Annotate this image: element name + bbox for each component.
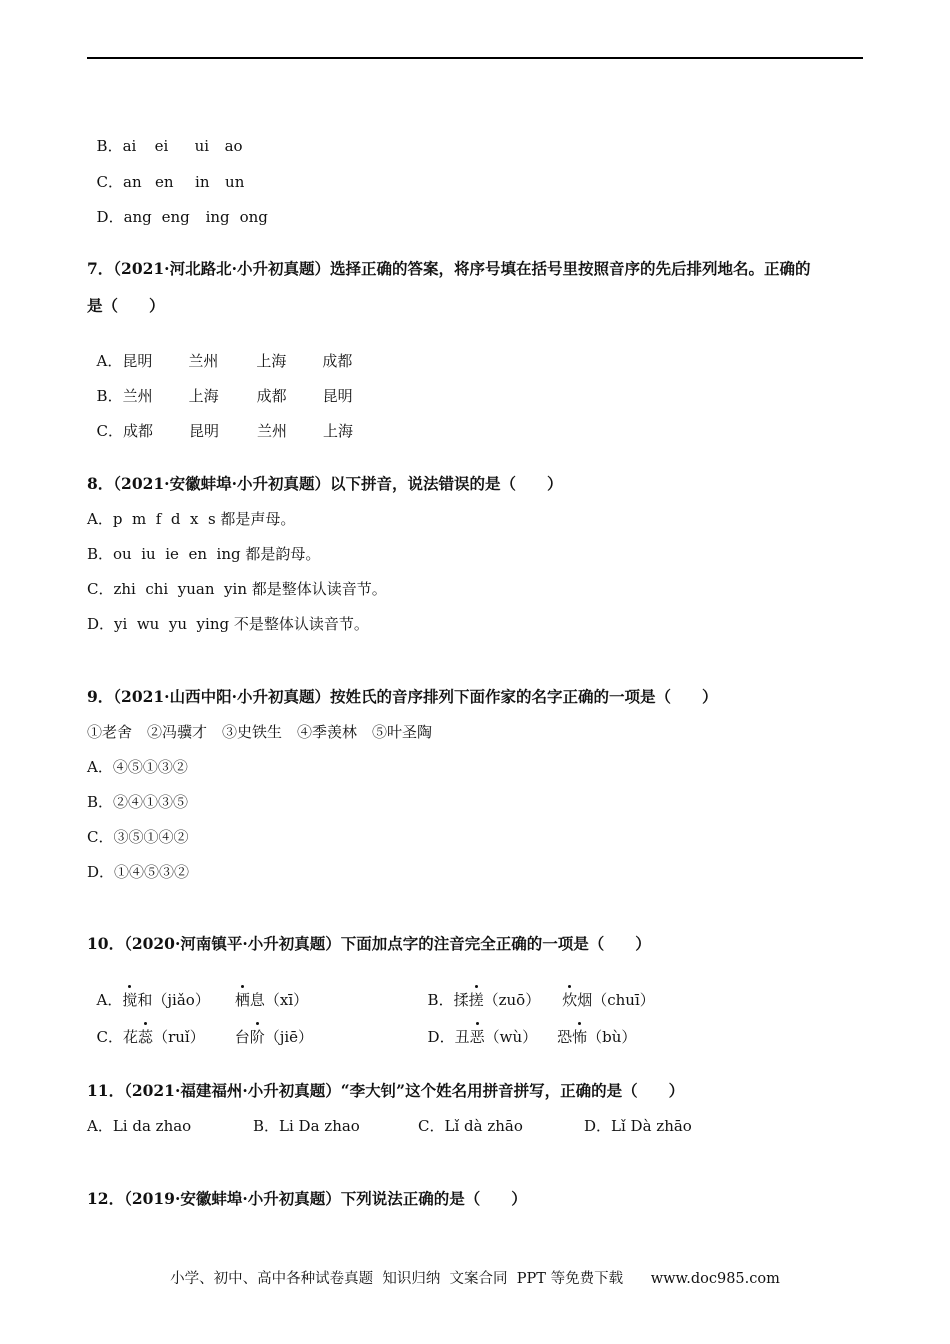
q6-option-b[interactable]: B．ai ei ui ao	[96, 137, 243, 155]
q10-option-d[interactable]: D．丑恶（wù） 恐怖（bù）	[427, 1028, 637, 1046]
q7-option-c[interactable]: C．成都 昆明 兰州 上海	[96, 422, 354, 440]
q10-option-c[interactable]: C．花蕊（ruǐ） 台阶（jiē）	[96, 1028, 314, 1046]
q10-option-b[interactable]: B．揉搓（zuō） 炊烟（chuī）	[427, 991, 655, 1009]
q9-option-d[interactable]: D．①④⑤③②	[87, 863, 190, 881]
q7-option-a[interactable]: A．昆明 兰州 上海 成都	[96, 352, 353, 370]
emphasis-dot-char: 搓	[468, 991, 484, 1009]
q8-option-c[interactable]: C．zhi chi yuan yin 都是整体认读音节。	[87, 580, 387, 598]
q7-stem: 7．（2021·河北路北·小升初真题）选择正确的答案，将序号填在括号里按照音序的先后排列地名。正确的	[87, 259, 811, 278]
emphasis-dot-char: 阶	[249, 1028, 265, 1046]
q9-option-a[interactable]: A．④⑤①③②	[87, 758, 188, 776]
q8-option-d[interactable]: D．yi wu yu ying 不是整体认读音节。	[87, 615, 369, 633]
header-rule	[87, 57, 863, 59]
emphasis-dot-char: 搅	[122, 991, 138, 1009]
q9-option-c[interactable]: C．③⑤①④②	[87, 828, 189, 846]
q7-stem-continued: 是（ ）	[87, 296, 165, 315]
emphasis-dot-char: 炊	[562, 991, 578, 1009]
q11-stem: 11．（2021·福建福州·小升初真题）“李大钊”这个姓名用拼音拼写，正确的是（ ）	[87, 1081, 685, 1100]
q8-option-a[interactable]: A．p m f d x s 都是声母。	[87, 510, 296, 528]
q10-option-a[interactable]: A．搅和（jiǎo） 栖息（xī）	[96, 991, 309, 1009]
emphasis-dot-char: 栖	[234, 991, 250, 1009]
q6-option-c[interactable]: C．an en in un	[96, 173, 245, 191]
q8-option-b[interactable]: B．ou iu ie en ing 都是韵母。	[87, 545, 321, 563]
emphasis-dot-char: 恶	[469, 1028, 485, 1046]
q7-option-b[interactable]: B．兰州 上海 成都 昆明	[96, 387, 353, 405]
footer-text: 小学、初中、高中各种试卷真题 知识归纳 文案合同 PPT 等免费下载 www.doc985.com	[170, 1271, 780, 1287]
q12-stem: 12．（2019·安徽蚌埠·小升初真题）下列说法正确的是（ ）	[87, 1189, 527, 1208]
q9-author-list: ①老舍 ②冯骥才 ③史铁生 ④季羡林 ⑤叶圣陶	[87, 723, 433, 741]
emphasis-dot-char: 蕊	[138, 1028, 154, 1046]
q10-stem: 10．（2020·河南镇平·小升初真题）下面加点字的注音完全正确的一项是（ ）	[87, 934, 651, 953]
q11-option-b[interactable]: B．Li Da zhao	[253, 1117, 360, 1135]
q11-option-a[interactable]: A．Li da zhao	[87, 1117, 192, 1135]
q11-option-d[interactable]: D．Lǐ Dà zhāo	[584, 1117, 692, 1135]
q9-option-b[interactable]: B．②④①③⑤	[87, 793, 189, 811]
q8-stem: 8．（2021·安徽蚌埠·小升初真题）以下拼音，说法错误的是（ ）	[87, 474, 563, 493]
q9-stem: 9．（2021·山西中阳·小升初真题）按姓氏的音序排列下面作家的名字正确的一项是（ ）	[87, 687, 718, 706]
emphasis-dot-char: 怖	[572, 1028, 588, 1046]
q6-option-d[interactable]: D．ang eng ing ong	[96, 208, 268, 226]
q11-option-c[interactable]: C．Lǐ dà zhāo	[418, 1117, 523, 1135]
